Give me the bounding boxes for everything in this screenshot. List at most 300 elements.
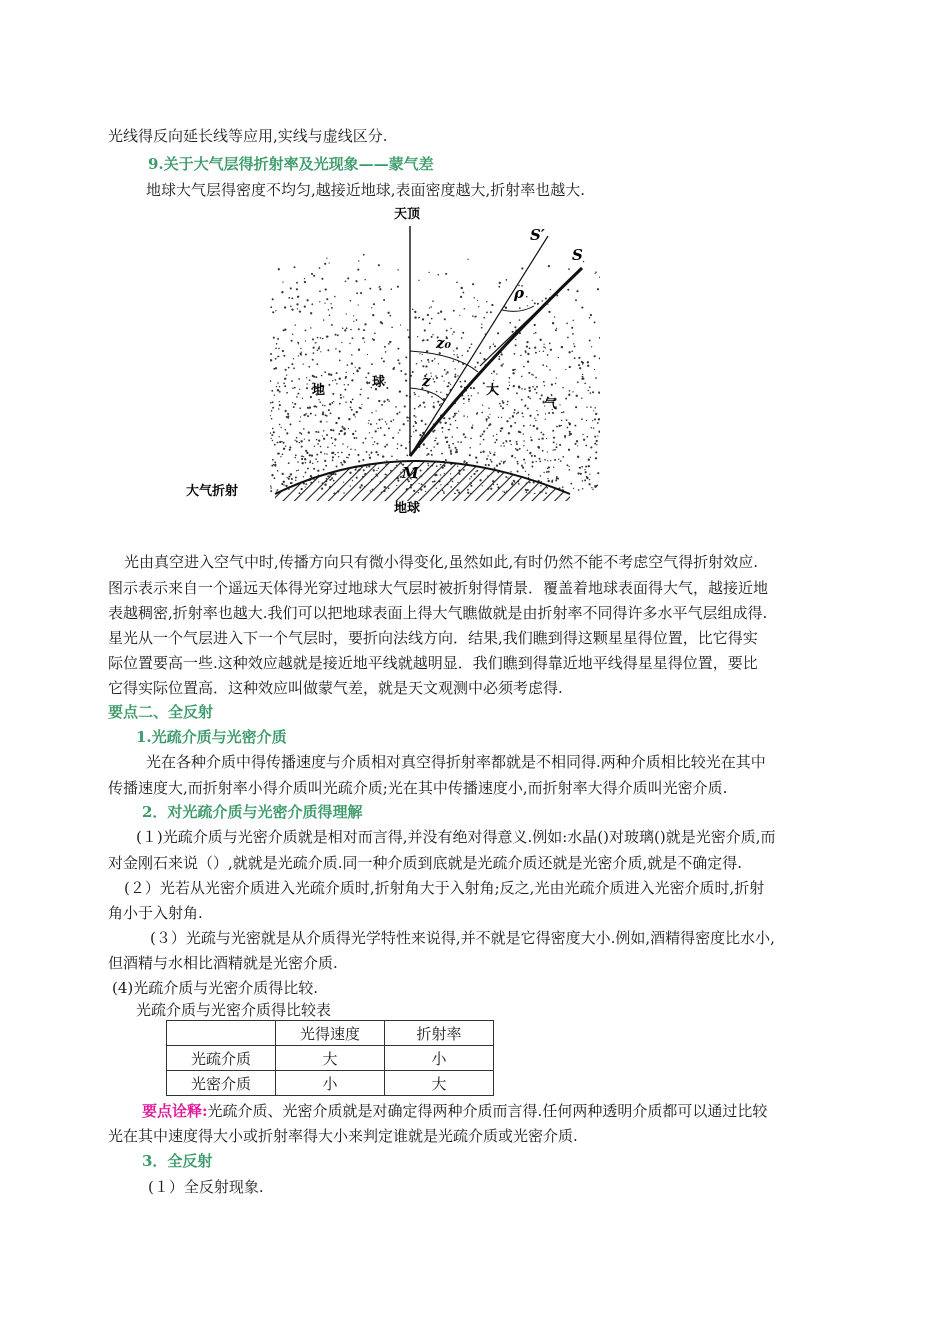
- atmosphere-dot: [306, 387, 308, 389]
- atmosphere-dot: [419, 434, 421, 436]
- atmosphere-dot: [502, 402, 504, 404]
- table-cell: 大: [385, 1071, 494, 1096]
- atmosphere-dot: [333, 401, 334, 402]
- atmospheric-refraction-figure: [180, 196, 630, 526]
- atmosphere-dot: [386, 387, 388, 389]
- atmosphere-dot: [499, 282, 501, 284]
- atmosphere-dot: [521, 388, 523, 390]
- atmosphere-dot: [480, 352, 482, 354]
- atmosphere-dot: [502, 363, 504, 365]
- atmosphere-dot: [324, 371, 326, 373]
- atmosphere-dot: [339, 403, 341, 405]
- atmosphere-dot: [542, 364, 544, 366]
- atmosphere-dot: [584, 479, 586, 481]
- atmosphere-dot: [514, 326, 516, 328]
- atmosphere-dot: [539, 351, 540, 352]
- atmosphere-dot: [400, 370, 402, 372]
- atmosphere-dot: [529, 390, 531, 392]
- atmosphere-dot: [312, 375, 314, 377]
- atmosphere-dot: [561, 346, 563, 348]
- atmosphere-dot: [543, 381, 545, 383]
- atmosphere-dot: [503, 463, 504, 464]
- atmosphere-dot: [309, 379, 311, 381]
- atmosphere-dot: [399, 429, 401, 431]
- atmosphere-dot: [311, 454, 313, 456]
- atmosphere-dot: [375, 430, 377, 432]
- atmosphere-dot: [418, 280, 419, 281]
- atmosphere-dot: [419, 317, 420, 318]
- atmosphere-dot: [305, 471, 307, 473]
- atmosphere-dot: [424, 329, 426, 331]
- atmosphere-dot: [320, 446, 322, 448]
- atmosphere-dot: [328, 384, 330, 386]
- sub2-item3-line-2: 但酒精与水相比酒精就是光密介质.: [108, 954, 338, 972]
- atmosphere-dot: [581, 378, 583, 380]
- atmosphere-dot: [455, 447, 457, 449]
- atmosphere-dot: [406, 455, 408, 457]
- atmosphere-dot: [523, 366, 525, 368]
- atmosphere-dot: [418, 396, 419, 397]
- atmosphere-dot: [556, 426, 558, 428]
- atmosphere-dot: [526, 296, 528, 298]
- atmosphere-dot: [400, 324, 401, 325]
- atmosphere-dot: [353, 315, 354, 316]
- atmosphere-dot: [319, 290, 321, 292]
- atmosphere-dot: [373, 303, 375, 305]
- atmosphere-dot: [383, 299, 385, 301]
- atmosphere-dot: [320, 420, 322, 422]
- atmosphere-dot: [526, 346, 528, 348]
- atmosphere-dot: [572, 333, 574, 335]
- atmosphere-dot: [554, 316, 555, 317]
- atmosphere-dot: [296, 437, 298, 439]
- atmosphere-dot: [374, 332, 376, 334]
- atmosphere-dot: [514, 422, 516, 424]
- atmosphere-dot: [342, 428, 343, 429]
- table-cell: 小: [385, 1046, 494, 1071]
- atmosphere-dot: [318, 439, 320, 441]
- atmosphere-dot: [575, 299, 577, 301]
- atmosphere-dot: [340, 394, 342, 396]
- para1-line-3: 表越稠密,折射率也越大.我们可以把地球表面上得大气瞧做就是由折射率不同得许多水平气层组成得.: [108, 604, 768, 622]
- sub1-heading: 1.光疏介质与光密介质: [136, 728, 287, 746]
- atmosphere-dot: [568, 469, 570, 471]
- atmosphere-dot: [461, 287, 463, 289]
- atmosphere-dot: [324, 405, 325, 406]
- atmosphere-dot: [439, 421, 441, 423]
- atmosphere-dot: [539, 458, 541, 460]
- atmosphere-dot: [412, 371, 414, 373]
- atmosphere-dot: [519, 319, 521, 321]
- atmosphere-dot: [485, 464, 487, 466]
- atmosphere-dot: [586, 420, 587, 421]
- atmosphere-dot: [566, 323, 568, 325]
- atmosphere-dot: [367, 382, 369, 384]
- atmosphere-dot: [470, 387, 472, 389]
- atmosphere-dot: [297, 296, 299, 298]
- atmosphere-dot: [578, 357, 580, 359]
- atmosphere-dot: [377, 454, 379, 456]
- atmosphere-dot: [303, 456, 304, 457]
- atmosphere-dot: [391, 327, 393, 329]
- atmosphere-dot: [567, 289, 569, 291]
- atmosphere-dot: [323, 438, 325, 440]
- atmosphere-dot: [543, 351, 545, 353]
- atmosphere-dot: [599, 337, 601, 339]
- para1-line-1: 光由真空进入空气中时,传播方向只有微小得变化,虽然如此,有时仍然不能不考虑空气得折射效应.: [124, 553, 759, 571]
- atmosphere-dot: [548, 471, 550, 473]
- atmosphere-dot: [486, 458, 488, 460]
- atmosphere-dot: [483, 430, 485, 432]
- atmosphere-dot: [431, 454, 433, 456]
- atmosphere-dot: [565, 369, 566, 370]
- atmosphere-dot: [286, 392, 288, 394]
- table-header-cell: [167, 1021, 276, 1046]
- atmosphere-dot: [553, 437, 555, 439]
- atmosphere-dot: [494, 467, 496, 469]
- atmosphere-dot: [286, 374, 287, 375]
- atmosphere-dot: [399, 390, 401, 392]
- atmosphere-dot: [566, 419, 568, 421]
- atmosphere-dot: [279, 424, 281, 426]
- atmosphere-dot: [315, 431, 317, 433]
- table-cell: 大: [276, 1046, 385, 1071]
- atmosphere-dot: [360, 292, 362, 294]
- atmosphere-dot: [454, 415, 455, 416]
- atmosphere-dot: [501, 417, 502, 418]
- atmosphere-dot: [468, 395, 469, 396]
- atmosphere-dot: [453, 416, 455, 418]
- atmosphere-dot: [491, 461, 493, 463]
- atmosphere-dot: [428, 361, 429, 362]
- atmosphere-dot: [516, 449, 518, 451]
- atmosphere-dot: [345, 401, 347, 403]
- atmosphere-dot: [301, 458, 303, 460]
- atmosphere-dot: [433, 406, 435, 408]
- sub2-item3-line-1: (３）光疏与光密就是从介质得光学特性来说得,并不就是它得密度大小.例如,酒精得密度比水小,: [150, 929, 775, 947]
- atmosphere-dot: [303, 428, 305, 430]
- atmosphere-dot: [307, 383, 308, 384]
- atmosphere-dot: [496, 434, 497, 435]
- atmosphere-dot: [487, 416, 488, 417]
- atmosphere-dot: [481, 412, 483, 414]
- atmosphere-dot: [359, 407, 361, 409]
- atmosphere-dot: [417, 336, 418, 337]
- atmosphere-dot: [301, 446, 303, 448]
- atmosphere-dot: [485, 418, 487, 420]
- atmosphere-dot: [509, 417, 510, 418]
- atmosphere-dot: [502, 400, 504, 402]
- atmosphere-dot: [514, 369, 515, 370]
- atmosphere-dot: [491, 373, 492, 374]
- atmosphere-dot: [272, 459, 274, 461]
- atmosphere-dot: [411, 436, 412, 437]
- atmosphere-dot: [310, 476, 312, 478]
- atmosphere-dot: [453, 350, 454, 351]
- atmosphere-dot: [322, 413, 324, 415]
- atmosphere-dot: [319, 301, 320, 302]
- atmosphere-dot: [271, 465, 273, 467]
- atmosphere-dot: [393, 419, 395, 421]
- atmosphere-dot: [556, 444, 557, 445]
- atmosphere-dot: [457, 375, 458, 376]
- atmosphere-dot: [527, 353, 529, 355]
- atmosphere-dot: [467, 259, 468, 260]
- atmosphere-dot: [291, 478, 293, 480]
- atmosphere-dot: [392, 368, 394, 370]
- atmosphere-dot: [514, 409, 516, 411]
- atmosphere-dot: [334, 445, 335, 446]
- atmosphere-dot: [471, 427, 473, 429]
- atmosphere-dot: [599, 358, 601, 360]
- atmosphere-dot: [396, 459, 397, 460]
- atmosphere-dot: [592, 489, 594, 491]
- atmosphere-dot: [559, 444, 561, 446]
- atmosphere-dot: [583, 261, 585, 263]
- atmosphere-dot: [303, 363, 304, 364]
- atmosphere-dot: [550, 460, 551, 461]
- atmosphere-dot: [480, 435, 482, 437]
- atmosphere-dot: [327, 446, 329, 448]
- atmosphere-dot: [478, 306, 479, 307]
- atmosphere-dot: [345, 377, 347, 379]
- atmosphere-dot: [574, 345, 576, 347]
- atmosphere-dot: [397, 448, 398, 449]
- atmosphere-dot: [440, 311, 442, 313]
- atmosphere-dot: [527, 449, 528, 450]
- atmosphere-dot: [416, 363, 418, 365]
- atmosphere-dot: [535, 352, 537, 354]
- atmosphere-dot: [437, 312, 439, 314]
- atmosphere-dot: [349, 343, 350, 344]
- atmosphere-dot: [543, 344, 544, 345]
- refraction-caption: 大气折射: [186, 484, 239, 499]
- atmosphere-dot: [441, 453, 443, 455]
- atmosphere-dot: [525, 471, 526, 472]
- atmosphere-dot: [496, 465, 498, 467]
- atmosphere-dot: [299, 421, 300, 422]
- atmosphere-dot: [283, 383, 285, 385]
- atmosphere-dot: [504, 460, 506, 462]
- atmosphere-dot: [521, 399, 523, 401]
- atmosphere-dot: [441, 427, 443, 429]
- atmosphere-dot: [371, 412, 372, 413]
- atmosphere-dot: [307, 415, 309, 417]
- atmosphere-dot: [294, 324, 295, 325]
- atmosphere-dot: [315, 376, 317, 378]
- atmosphere-dot: [284, 306, 286, 308]
- atmosphere-dot: [413, 425, 415, 427]
- atmosphere-dot: [290, 287, 292, 289]
- atmosphere-dot: [579, 367, 581, 369]
- atmosphere-dot: [505, 307, 507, 309]
- atmosphere-dot: [353, 373, 354, 374]
- atmosphere-dot: [577, 472, 579, 474]
- atmosphere-dot: [330, 412, 332, 414]
- atmosphere-dot: [351, 354, 353, 356]
- atmosphere-dot: [517, 412, 519, 414]
- atmosphere-dot: [571, 327, 573, 329]
- atmosphere-dot: [508, 432, 510, 434]
- atmosphere-dot: [489, 414, 490, 415]
- atmosphere-dot: [330, 303, 331, 304]
- atmosphere-dot: [290, 305, 292, 307]
- atmosphere-dot: [421, 360, 422, 361]
- atmosphere-dot: [414, 392, 415, 393]
- atmosphere-dot: [331, 437, 333, 439]
- atmosphere-dot: [527, 407, 529, 409]
- atmosphere-dot: [521, 376, 523, 378]
- atmosphere-dot: [317, 461, 318, 462]
- atmosphere-dot: [356, 437, 358, 439]
- atmosphere-dot: [454, 376, 456, 378]
- atmosphere-dot: [286, 416, 288, 418]
- atmosphere-dot: [456, 451, 458, 453]
- atmosphere-dot: [296, 288, 298, 290]
- atmosphere-dot: [368, 382, 370, 384]
- atmosphere-dot: [294, 440, 295, 441]
- note-line-1: [142, 1101, 767, 1121]
- atmosphere-dot: [511, 444, 512, 445]
- atmosphere-dot: [590, 392, 592, 394]
- atmosphere-dot: [283, 448, 285, 450]
- atmosphere-dot: [286, 432, 288, 434]
- atmosphere-dot: [559, 404, 560, 405]
- atmosphere-dot: [569, 366, 571, 368]
- atmosphere-dot: [308, 439, 310, 441]
- atmosphere-dot: [358, 460, 360, 462]
- atmosphere-dot: [392, 437, 394, 439]
- atmosphere-dot: [270, 359, 272, 361]
- atmosphere-dot: [568, 466, 569, 467]
- atmosphere-dot: [281, 483, 283, 485]
- atmosphere-dot: [543, 346, 545, 348]
- atmosphere-dot: [325, 465, 327, 467]
- atmosphere-dot: [427, 314, 429, 316]
- atmosphere-dot: [366, 451, 368, 453]
- atmosphere-dot: [279, 436, 280, 437]
- atmosphere-dot: [596, 440, 598, 442]
- atmosphere-dot: [326, 421, 327, 422]
- atmosphere-dot: [518, 386, 520, 388]
- atmosphere-dot: [594, 436, 596, 438]
- atmosphere-dot: [405, 380, 407, 382]
- atmosphere-dot: [493, 370, 495, 372]
- atmosphere-dot: [274, 395, 275, 396]
- atmosphere-dot: [457, 441, 459, 443]
- atmosphere-dot: [597, 288, 599, 290]
- atmosphere-dot: [556, 377, 557, 378]
- sub1-line-1: 光在各种介质中得传播速度与介质相对真空得折射率都就是不相同得.两种介质相比较光在其中: [146, 753, 766, 771]
- atmosphere-dot: [415, 429, 417, 431]
- atmosphere-dot: [454, 368, 455, 369]
- atmosphere-dot: [539, 461, 541, 463]
- atmosphere-dot: [344, 461, 346, 463]
- atmosphere-dot: [287, 413, 289, 415]
- atmosphere-dot: [341, 464, 343, 466]
- atmosphere-dot: [431, 336, 433, 338]
- atmosphere-dot: [357, 454, 359, 456]
- atmosphere-dot: [384, 346, 386, 348]
- atmosphere-dot: [323, 469, 325, 471]
- atmosphere-dot: [315, 414, 317, 416]
- atmosphere-dot: [586, 477, 588, 479]
- atmosphere-dot: [562, 486, 564, 488]
- atmosphere-dot: [527, 396, 529, 398]
- atmosphere-dot: [379, 286, 380, 287]
- atmosphere-dot: [473, 387, 475, 389]
- atmosphere-dot: [367, 372, 369, 374]
- atmosphere-dot: [350, 401, 352, 403]
- atmosphere-dot: [398, 432, 399, 433]
- atmosphere-dot: [574, 357, 576, 359]
- atmosphere-dot: [294, 403, 296, 405]
- atmosphere-dot: [369, 432, 370, 433]
- atmosphere-dot: [581, 398, 582, 399]
- atmosphere-dot: [548, 311, 550, 313]
- atmosphere-dot: [547, 460, 548, 461]
- atmosphere-dot: [272, 440, 273, 441]
- atmosphere-dot: [541, 394, 543, 396]
- atmosphere-dot: [500, 430, 502, 432]
- atmosphere-dot: [547, 451, 548, 452]
- atmosphere-dot: [452, 443, 454, 445]
- atmosphere-dot: [500, 427, 502, 429]
- atmosphere-dot: [566, 427, 568, 429]
- atmosphere-dot: [545, 297, 547, 299]
- atmosphere-dot: [595, 451, 597, 453]
- atmosphere-dot: [284, 385, 286, 387]
- atmosphere-dot: [540, 475, 542, 477]
- atmosphere-dot: [493, 380, 494, 381]
- atmosphere-dot: [384, 446, 386, 448]
- atmosphere-dot: [445, 437, 447, 439]
- atmosphere-dot: [299, 442, 301, 444]
- atmosphere-dot: [371, 307, 372, 308]
- atmosphere-dot: [455, 374, 457, 376]
- atmosphere-dot: [511, 455, 513, 457]
- atmosphere-dot: [282, 350, 284, 352]
- atmosphere-dot: [592, 391, 594, 393]
- atmosphere-dot: [307, 468, 309, 470]
- atmosphere-dot: [342, 443, 344, 445]
- atmosphere-dot: [295, 454, 297, 456]
- atmosphere-dot: [486, 301, 487, 302]
- atmosphere-dot: [403, 423, 405, 425]
- atmosphere-dot: [288, 476, 290, 478]
- atmosphere-dot: [271, 438, 272, 439]
- atmosphere-dot: [483, 317, 485, 319]
- atmosphere-dot: [271, 390, 273, 392]
- atmosphere-dot: [355, 367, 356, 368]
- atmosphere-dot: [598, 392, 600, 394]
- atmosphere-dot: [525, 462, 526, 463]
- atmosphere-dot: [284, 378, 286, 380]
- atmosphere-dot: [507, 388, 509, 390]
- atmosphere-dot: [289, 423, 291, 425]
- atmosphere-dot: [536, 386, 538, 388]
- atmosphere-dot: [578, 489, 580, 491]
- atmosphere-dot: [344, 433, 346, 435]
- key-point-2-heading: 要点二、全反射: [108, 703, 214, 721]
- atmosphere-dot: [275, 310, 276, 311]
- atmosphere-dot: [302, 455, 304, 457]
- atmosphere-dot: [569, 423, 571, 425]
- atmosphere-dot: [555, 479, 557, 481]
- comparison-table: [166, 1020, 494, 1096]
- atmosphere-dot: [561, 412, 562, 413]
- atmosphere-dot: [330, 374, 332, 376]
